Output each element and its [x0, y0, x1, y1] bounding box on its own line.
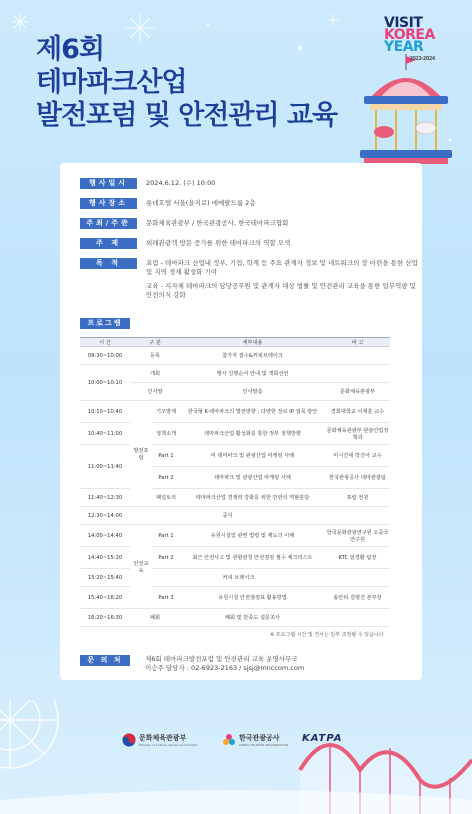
info-row-theme — [80, 238, 420, 250]
cell-time: 15:40~16:20 — [80, 587, 130, 609]
logo-years: 2023-2024 — [409, 56, 435, 62]
cell-time: 14:40~15:20 — [80, 547, 130, 569]
cell-time: 09:30~10:00 — [80, 347, 130, 365]
table-row — [80, 347, 390, 365]
contact-info — [145, 655, 304, 673]
kto-emblem-icon — [222, 733, 236, 747]
info-row-purpose — [80, 258, 420, 318]
table-row — [80, 525, 390, 547]
program-footnote: ※ 프로그램 시간 및 연사는 일부 조정될 수 있습니다 — [270, 632, 384, 638]
cell-category: 인사말 — [130, 383, 180, 401]
cell-content: 폐회 및 만족도 설문조사 — [180, 609, 325, 627]
col-header-category: 구 분 — [130, 338, 180, 347]
info-label: 주 제 — [80, 238, 137, 249]
col-header-time: 시 간 — [80, 338, 130, 347]
cell-category: 등록 — [130, 347, 180, 365]
cell-content: 최근 안전사고 및 관할관청 안전점검 필수 체크리스트 — [180, 547, 325, 569]
cell-note: 경희대학교 이재훈 교수 — [325, 401, 390, 423]
event-title — [36, 34, 337, 133]
info-value: 문화체육관광부 / 한국관광공사, 한국테마파크협회 — [146, 219, 289, 227]
cell-category: 개회 — [130, 365, 180, 383]
info-value: 외래관광객 방문 증가를 위한 테마파크의 역할 모색 — [146, 239, 291, 247]
info-label: 주최/주관 — [80, 218, 137, 229]
cell-subcategory: 패널토의 — [152, 489, 180, 507]
cell-note — [325, 347, 390, 365]
cell-time: 15:20~15:40 — [80, 569, 130, 587]
cell-note: 솔안티 김병진 본부장 — [325, 587, 390, 609]
info-value: 포럼 - 테마파크 산업내 정부, 기업, 학계 등 주요 관계자 정보 및 네트워크의 장 마련을 통한 산업 및 지역 경제 활성화 기여 — [146, 259, 418, 276]
col-header-content: 세부내용 — [180, 338, 325, 347]
mcst-logo — [122, 733, 197, 747]
cell-content: 한국형 K-테마파크의 발전방향 : 다양한 장르 IP 접목 방안 — [180, 401, 325, 423]
cell-subcategory: Part 2 — [152, 547, 180, 569]
info-label: 행사일시 — [80, 178, 137, 189]
cell-note: KTC 임경환 팀장 — [325, 547, 390, 569]
cell-note: 한국관광공사 테마관광팀 — [325, 467, 390, 489]
cell-time: 10:00~10:10 — [80, 365, 130, 401]
logo-visit: VISIT — [384, 15, 423, 31]
contact-line-2: 이승주 담당자 : 02-6923-2163 / sjsj@mnccom.com — [145, 664, 305, 672]
info-row-date — [80, 178, 420, 190]
info-value-2: 교육 - 지자체 테마파크의 담당공무원 및 관계자 대상 법률 및 안전관리 교육을 통한 업무역량 및 안전의식 강화 — [146, 282, 416, 299]
cell-time: 10:40~11:00 — [80, 423, 130, 445]
title-line-1: 제6회 — [36, 34, 104, 65]
cell-time: 16:20~16:30 — [80, 609, 130, 627]
cell-note — [325, 507, 390, 525]
table-row — [80, 587, 390, 609]
table-row — [80, 489, 390, 507]
kto-logo — [222, 733, 288, 747]
cell-subcategory: 기조발제 — [152, 401, 180, 423]
cell-subcategory: Part 1 — [152, 525, 180, 547]
kto-name-en: KOREA TOURISM ORGANIZATION — [239, 743, 289, 747]
cell-content: 미 테마파크 및 관광산업 마케팅 사례 — [180, 445, 325, 467]
cell-content: 행사 진행순서 안내 및 개회선언 — [180, 365, 325, 383]
cell-subcategory: Part 3 — [152, 587, 180, 609]
program-label: 프로그램 — [80, 318, 130, 329]
table-row — [80, 365, 390, 383]
cell-content: 테마파크 및 관광산업 마케팅 사례 — [180, 467, 325, 489]
cell-note: 포럼 전원 — [325, 489, 390, 507]
cell-note — [325, 569, 390, 587]
info-label: 행사장소 — [80, 198, 137, 209]
contact-line-1: 제6회 테마파크발전포럼 및 안전관리 교육 운영사무국 — [145, 655, 298, 663]
cell-note: 문화체육관광부 — [325, 383, 390, 401]
cell-note: 미시간대 박진아 교수 — [325, 445, 390, 467]
katpa-logo — [302, 733, 343, 744]
cell-subcategory: Part 1 — [152, 445, 180, 467]
cell-content: 유원시설 안전점검표 활용방법 — [180, 587, 325, 609]
title-line-2: 테마파크산업 — [36, 66, 187, 98]
cell-time: 11:00~11:40 — [80, 445, 130, 489]
cell-note — [325, 609, 390, 627]
info-value: 2024.6.12. (수) 10:00 — [146, 179, 216, 187]
info-row-venue — [80, 198, 420, 210]
taegeuk-icon — [122, 733, 136, 747]
cell-content: 참가자 접수&커피브레이크 — [180, 347, 325, 365]
info-row-host — [80, 218, 420, 230]
logo-year: YEAR — [384, 39, 424, 55]
cell-note: 문화체육관광부 관광산업정책과 — [325, 423, 390, 445]
cell-content: 테마파크산업 활성화를 통한 정부 정책방향 — [180, 423, 325, 445]
mcst-name-en: Ministry of Culture, Sports and Tourism — [139, 743, 198, 747]
kto-name: 한국관광공사 — [239, 734, 280, 742]
cell-time: 11:40~12:30 — [80, 489, 130, 507]
carousel-illustration — [340, 50, 472, 170]
cell-category: 안전교육 — [130, 525, 152, 609]
cell-content: 인사말씀 — [180, 383, 325, 401]
cell-content: 중식 — [130, 507, 325, 525]
table-row — [80, 445, 390, 467]
cell-subcategory: Part 2 — [152, 467, 180, 489]
cell-note — [325, 365, 390, 383]
info-label: 목 적 — [80, 258, 137, 269]
cell-note: 한국문화관광연구원 오중국 연구원 — [325, 525, 390, 547]
cell-time: 12:30~14:00 — [80, 507, 130, 525]
cell-content: 커피 브레이크 — [152, 569, 325, 587]
footer-amusement-park-illustration — [0, 700, 472, 814]
table-row — [80, 569, 390, 587]
cell-content: 테마파크산업 경쟁력 강화를 위한 민관의 역할분담 — [180, 489, 325, 507]
visit-korea-year-logo — [384, 17, 435, 65]
mcst-name: 문화체육관광부 — [139, 734, 187, 742]
contact-label: 문 의 처 — [80, 655, 130, 666]
info-value: 롯데호텔 서울(을지로) 에메랄드룸 2층 — [146, 199, 256, 207]
table-row — [80, 609, 390, 627]
table-row — [80, 547, 390, 569]
table-row — [80, 423, 390, 445]
table-row — [80, 401, 390, 423]
col-header-note: 비 고 — [325, 338, 390, 347]
cell-subcategory: 정책소개 — [152, 423, 180, 445]
cell-category: 폐회 — [130, 609, 180, 627]
logo-korea: KOREA — [384, 27, 435, 43]
katpa-name: KATPA — [302, 733, 343, 744]
cell-time: 14:00~14:40 — [80, 525, 130, 547]
cell-content: 유원시설업 관련 법령 및 제도의 이해 — [180, 525, 325, 547]
cell-time: 10:10~10:40 — [80, 401, 130, 423]
cell-category: 발전포럼 — [130, 401, 152, 507]
title-line-3: 발전포럼 및 안전관리 교육 — [36, 99, 338, 131]
table-row — [80, 507, 390, 525]
program-table — [80, 337, 390, 627]
